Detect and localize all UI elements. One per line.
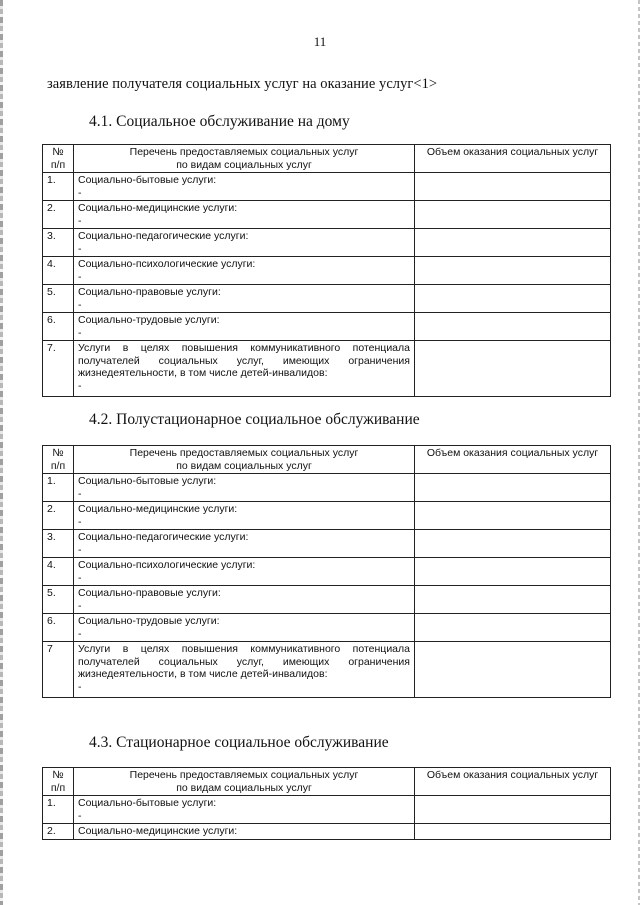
row-num: 5. xyxy=(43,285,74,313)
row-service-item: - xyxy=(78,379,82,392)
row-num: 7 xyxy=(43,642,74,698)
header-num-line-1: № xyxy=(52,146,64,158)
header-num-line-2: п/п xyxy=(50,781,66,794)
row-num: 4. xyxy=(43,558,74,586)
table-row xyxy=(43,642,611,698)
row-service-item: - xyxy=(78,270,82,283)
row-volume-cell[interactable] xyxy=(415,173,611,201)
row-service-name: Социально-правовые услуги: xyxy=(78,587,221,599)
header-volume: Объем оказания социальных услуг xyxy=(415,768,611,796)
row-service xyxy=(74,796,415,824)
table-row xyxy=(43,229,611,257)
row-service xyxy=(74,474,415,502)
header-volume: Объем оказания социальных услуг xyxy=(415,145,611,173)
table-row xyxy=(43,614,611,642)
row-volume-cell[interactable] xyxy=(415,642,611,698)
row-service-name: Социально-психологические услуги: xyxy=(78,559,256,571)
header-num-line-1: № xyxy=(52,447,64,459)
row-volume-cell[interactable] xyxy=(415,796,611,824)
row-service xyxy=(74,824,415,840)
row-service-name: Социально-правовые услуги: xyxy=(78,286,221,298)
table-header-row xyxy=(43,446,611,474)
row-volume-cell[interactable] xyxy=(415,586,611,614)
row-num: 3. xyxy=(43,229,74,257)
row-num: 1. xyxy=(43,173,74,201)
row-volume-cell[interactable] xyxy=(415,201,611,229)
services-table-4-3 xyxy=(42,767,611,840)
row-service-name: Социально-педагогические услуги: xyxy=(78,531,249,543)
row-service-item: - xyxy=(78,326,82,339)
row-service-name: Социально-бытовые услуги: xyxy=(78,174,217,186)
row-volume-cell[interactable] xyxy=(415,257,611,285)
header-num-line-2: п/п xyxy=(50,459,66,472)
row-num: 2. xyxy=(43,502,74,530)
row-service xyxy=(74,642,415,698)
table-row xyxy=(43,201,611,229)
row-service-name: Социально-медицинские услуги: xyxy=(78,825,238,837)
row-service-item: - xyxy=(78,242,82,255)
header-num xyxy=(43,446,74,474)
header-list xyxy=(74,768,415,796)
row-service xyxy=(74,201,415,229)
row-service-name: Социально-медицинские услуги: xyxy=(78,202,238,214)
row-service-item: - xyxy=(78,214,82,227)
table-row xyxy=(43,285,611,313)
row-num: 4. xyxy=(43,257,74,285)
row-service xyxy=(74,173,415,201)
row-service-name: Услуги в целях повышения коммуникативного потенциала получателей социальных услуг, имеющих ограничения жизнедеятельности, в том числе детей-инвалидов: xyxy=(78,342,410,379)
row-volume-cell[interactable] xyxy=(415,502,611,530)
row-num: 2. xyxy=(43,824,74,840)
row-volume-cell[interactable] xyxy=(415,341,611,397)
intro-text: заявление получателя социальных услуг на оказание услуг<1> xyxy=(47,76,438,92)
table-row xyxy=(43,173,611,201)
header-list xyxy=(74,145,415,173)
row-service xyxy=(74,341,415,397)
header-list-line-2: по видам социальных услуг xyxy=(176,158,312,171)
header-num-line-1: № xyxy=(52,769,64,781)
header-volume: Объем оказания социальных услуг xyxy=(415,446,611,474)
row-volume-cell[interactable] xyxy=(415,474,611,502)
row-volume-cell[interactable] xyxy=(415,530,611,558)
row-service-item: - xyxy=(78,599,82,612)
row-service xyxy=(74,285,415,313)
header-list xyxy=(74,446,415,474)
section-heading-4-1: 4.1. Социальное обслуживание на дому xyxy=(89,113,350,130)
row-volume-cell[interactable] xyxy=(415,824,611,840)
table-row xyxy=(43,474,611,502)
row-service-item: - xyxy=(78,571,82,584)
row-service xyxy=(74,257,415,285)
row-num: 3. xyxy=(43,530,74,558)
row-service-name: Социально-трудовые услуги: xyxy=(78,615,220,627)
header-num-line-2: п/п xyxy=(50,158,66,171)
row-num: 2. xyxy=(43,201,74,229)
row-service-item: - xyxy=(78,186,82,199)
row-service-item: - xyxy=(78,515,82,528)
row-num: 6. xyxy=(43,614,74,642)
header-num xyxy=(43,145,74,173)
row-service-name: Социально-педагогические услуги: xyxy=(78,230,249,242)
table-row xyxy=(43,558,611,586)
table-row xyxy=(43,341,611,397)
row-service-item: - xyxy=(78,543,82,556)
row-service-name: Социально-трудовые услуги: xyxy=(78,314,220,326)
row-service-name: Социально-медицинские услуги: xyxy=(78,503,238,515)
header-list-line-1: Перечень предоставляемых социальных услуг xyxy=(129,769,359,781)
services-table-4-2 xyxy=(42,445,611,698)
row-volume-cell[interactable] xyxy=(415,285,611,313)
table-row xyxy=(43,313,611,341)
row-service xyxy=(74,558,415,586)
row-service xyxy=(74,614,415,642)
section-heading-4-2: 4.2. Полустационарное социальное обслуживание xyxy=(89,411,420,428)
row-volume-cell[interactable] xyxy=(415,229,611,257)
table-header-row xyxy=(43,768,611,796)
row-service xyxy=(74,502,415,530)
row-service xyxy=(74,313,415,341)
row-volume-cell[interactable] xyxy=(415,558,611,586)
row-num: 7. xyxy=(43,341,74,397)
header-list-line-1: Перечень предоставляемых социальных услуг xyxy=(129,146,359,158)
row-num: 1. xyxy=(43,474,74,502)
table-row xyxy=(43,824,611,840)
row-service xyxy=(74,586,415,614)
row-service-name: Социально-бытовые услуги: xyxy=(78,475,217,487)
row-service-name: Услуги в целях повышения коммуникативного потенциала получателей социальных услуг, имеющих ограничения жизнедеятельности, в том числе детей-инвалидов: xyxy=(78,643,410,680)
row-service-item: - xyxy=(78,627,82,640)
row-num: 5. xyxy=(43,586,74,614)
row-service xyxy=(74,530,415,558)
table-header-row xyxy=(43,145,611,173)
row-service-name: Социально-бытовые услуги: xyxy=(78,797,217,809)
table-row xyxy=(43,796,611,824)
row-service xyxy=(74,229,415,257)
scan-edge-left xyxy=(0,0,3,905)
table-row xyxy=(43,586,611,614)
row-num: 6. xyxy=(43,313,74,341)
row-service-name: Социально-психологические услуги: xyxy=(78,258,256,270)
row-service-item: - xyxy=(78,487,82,500)
table-row xyxy=(43,257,611,285)
header-num xyxy=(43,768,74,796)
row-service-item: - xyxy=(78,298,82,311)
row-volume-cell[interactable] xyxy=(415,614,611,642)
row-num: 1. xyxy=(43,796,74,824)
row-service-item: - xyxy=(78,680,82,693)
page-number: 11 xyxy=(313,34,327,49)
header-list-line-2: по видам социальных услуг xyxy=(176,781,312,794)
row-volume-cell[interactable] xyxy=(415,313,611,341)
services-table-4-1 xyxy=(42,144,611,397)
row-service-item: - xyxy=(78,809,82,822)
header-list-line-2: по видам социальных услуг xyxy=(176,459,312,472)
table-row xyxy=(43,530,611,558)
table-row xyxy=(43,502,611,530)
section-heading-4-3: 4.3. Стационарное социальное обслуживание xyxy=(89,734,389,751)
header-list-line-1: Перечень предоставляемых социальных услуг xyxy=(129,447,359,459)
